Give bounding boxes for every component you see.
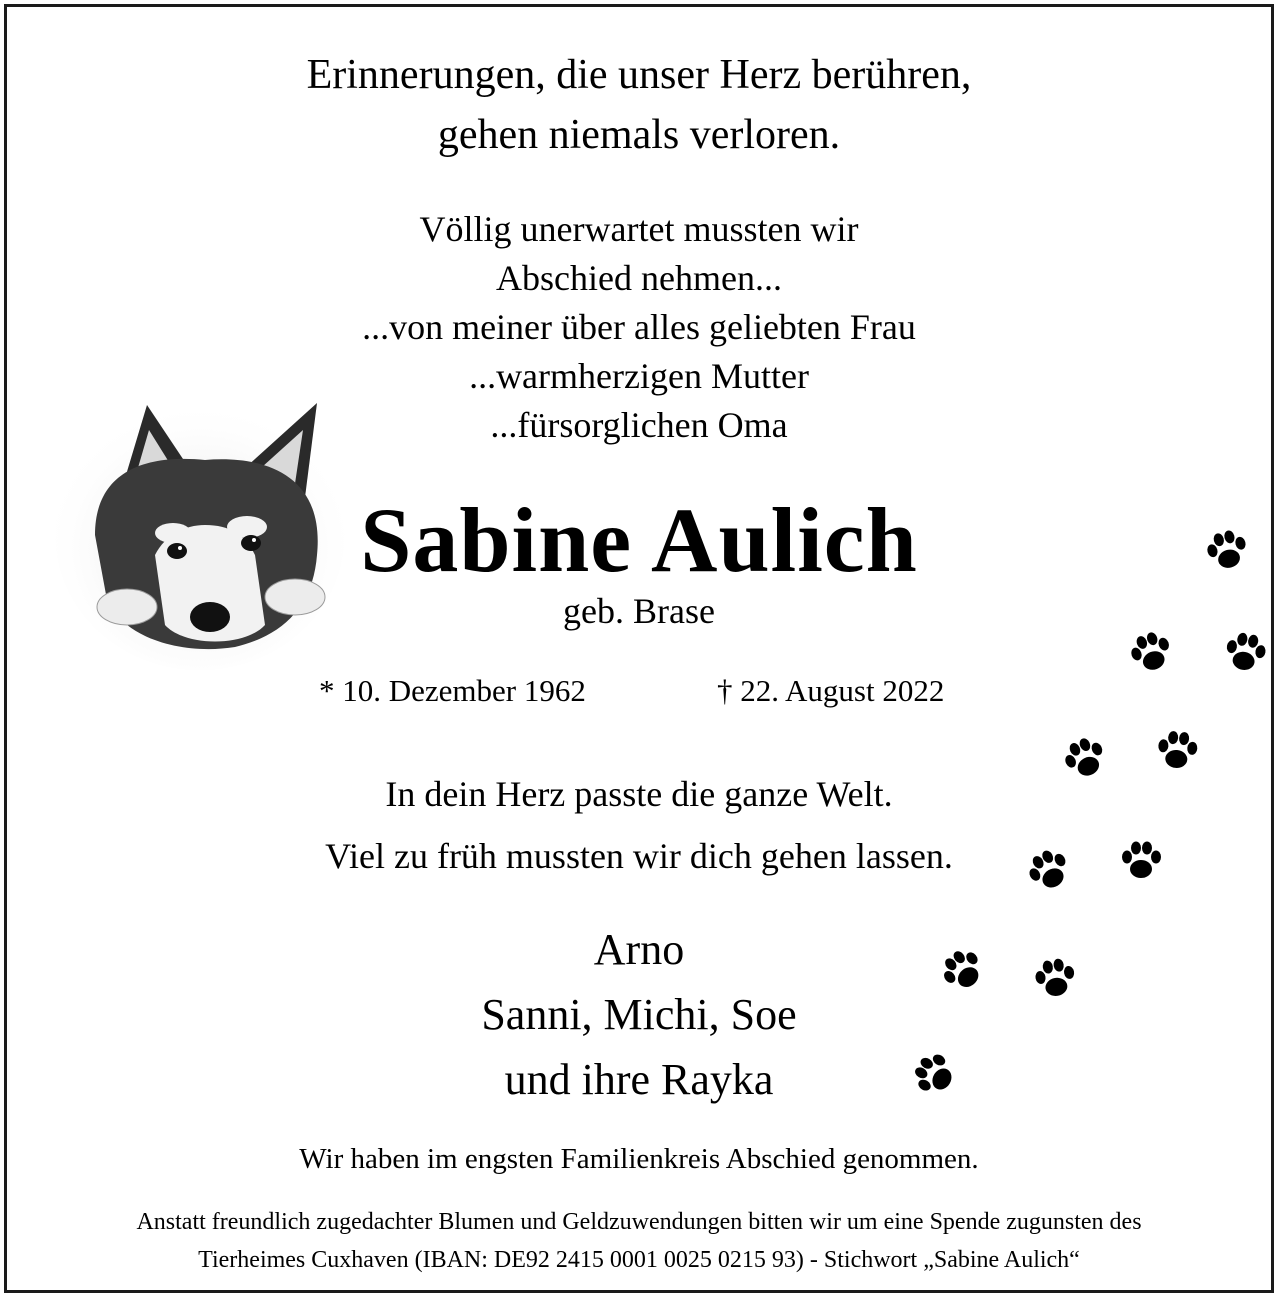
- maiden-name: geb. Brase: [563, 591, 715, 631]
- private-farewell-note: Wir haben im engsten Familienkreis Abschied genommen.: [299, 1143, 979, 1175]
- donation-line: Tierheimes Cuxhaven (IBAN: DE92 2415 0001 0025 0215 93) - Stichwort „Sabine Aulich“: [198, 1247, 1080, 1273]
- paw-print-icon: [1117, 837, 1165, 885]
- intro-line: Völlig unerwartet mussten wir: [419, 209, 859, 249]
- intro-line: ...fürsorglichen Oma: [490, 405, 788, 445]
- quote-line: gehen niemals verloren.: [437, 112, 841, 158]
- mourner-line: und ihre Rayka: [504, 1055, 774, 1104]
- tribute-line: Viel zu früh mussten wir dich gehen lassen.: [325, 836, 953, 876]
- quote-line: Erinnerungen, die unser Herz berühren,: [306, 52, 972, 98]
- mourner-line: Arno: [593, 925, 685, 974]
- intro-line: ...warmherzigen Mutter: [469, 356, 809, 396]
- intro-line: ...von meiner über alles geliebten Frau: [362, 307, 916, 347]
- deceased-name: Sabine Aulich: [360, 489, 918, 591]
- intro-line: Abschied nehmen...: [496, 258, 782, 298]
- mourners: [7, 917, 1271, 1112]
- donation-request: [7, 1203, 1271, 1279]
- birth-date: * 10. Dezember 1962: [319, 673, 586, 708]
- paw-print-icon: [1151, 725, 1203, 777]
- death-date: † 22. August 2022: [717, 673, 945, 708]
- tribute-line: In dein Herz passte die ganze Welt.: [385, 774, 893, 814]
- donation-line: Anstatt freundlich zugedachter Blumen und Geldzuwendungen bitten wir um eine Spende zugunsten des: [136, 1209, 1142, 1235]
- mourner-line: Sanni, Michi, Soe: [481, 990, 797, 1039]
- paw-print-icon: [1217, 625, 1273, 681]
- paw-print-icon: [1027, 951, 1083, 1007]
- opening-quote: [7, 45, 1271, 165]
- obituary-notice: [4, 4, 1274, 1293]
